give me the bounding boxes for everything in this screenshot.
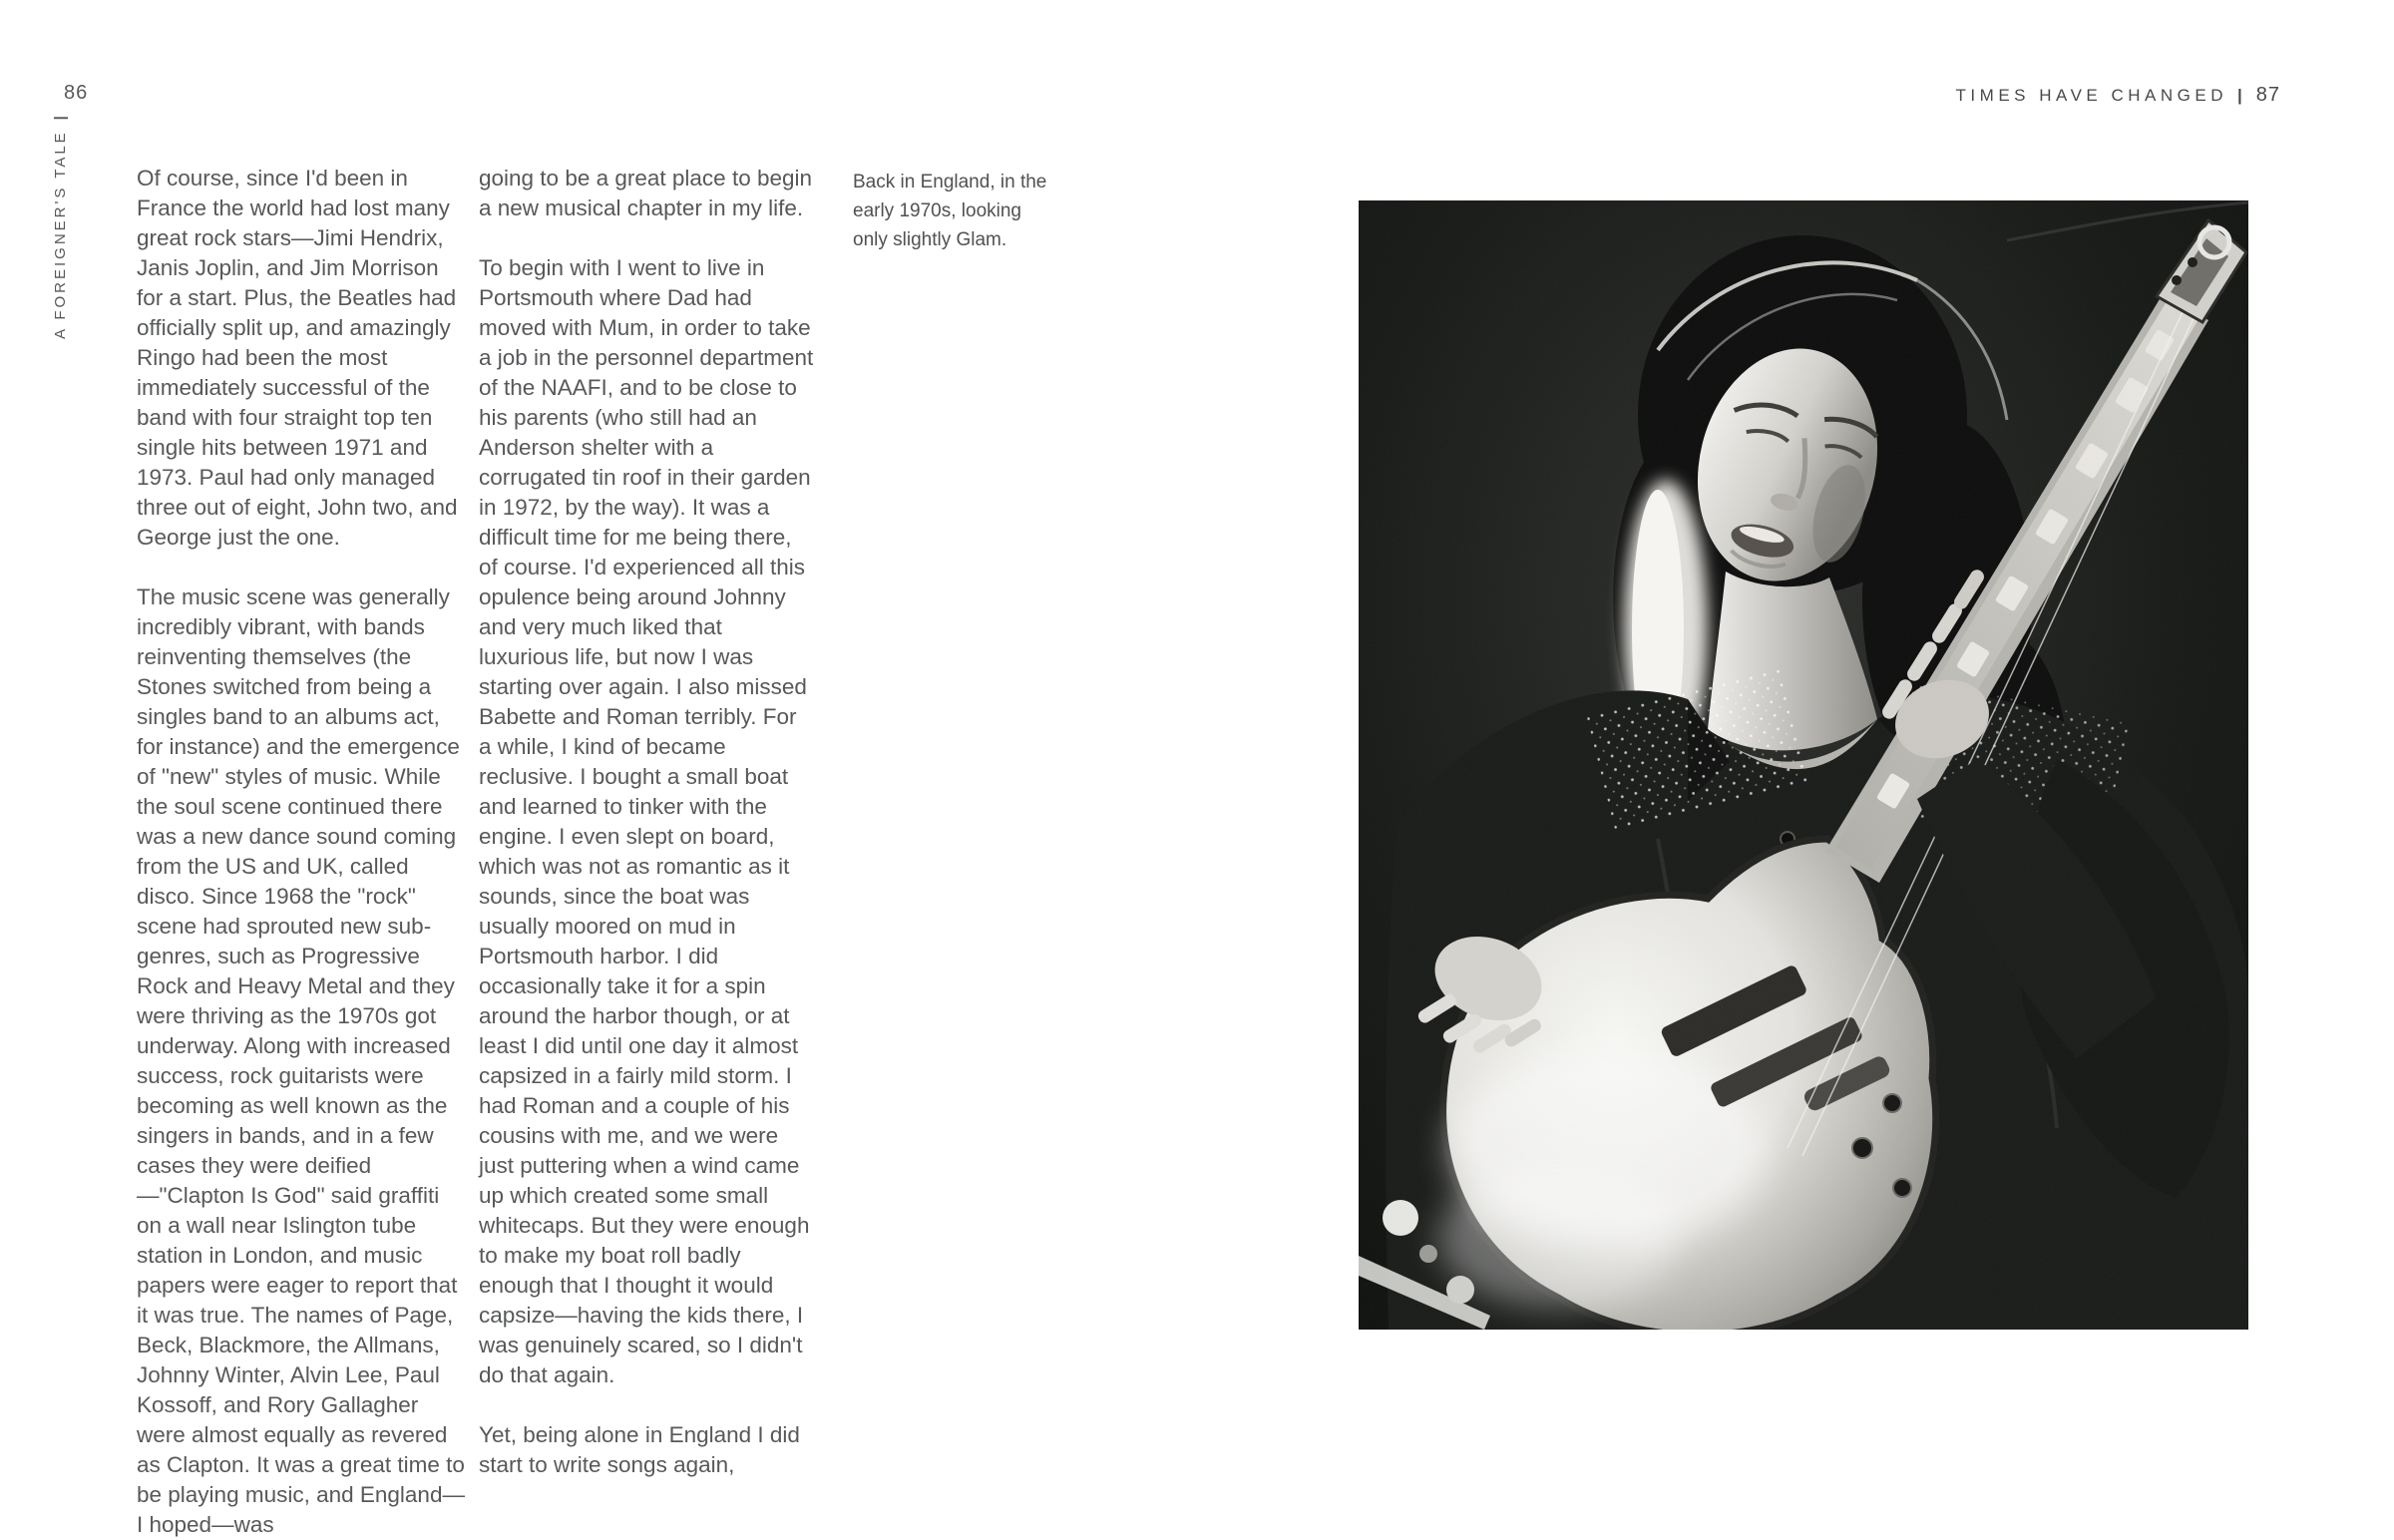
guitarist-photo — [1359, 200, 2248, 1330]
sidebar-chapter-title — [52, 113, 69, 339]
guitarist-photo-art — [1359, 200, 2248, 1330]
left-page-number: 86 — [64, 82, 89, 104]
sidebar-separator: | — [52, 113, 69, 121]
paragraph: To begin with I went to live in Portsmouth where Dad had moved with Mum, in order to take a job in the personnel department of the NAAFI, and to be close to his parents (who still had an Anderson shelter with a corrugated tin roof in their garden in 1972, by the way). It was a difficult time for me being there, of course. I'd experienced all this opulence being around Johnny and very much liked that luxurious life, but now I was starting over again. I also missed Babette and Roman terribly. For a while, I kind of became reclusive. I bought a small boat and learned to tinker with the engine. I even slept on board, which was not as romantic as it sounds, since the boat was usually moored on mud in Portsmouth harbor. I did occasionally take it for a spin around the harbor though, or at least I did until one day it almost capsized in a fairly mild storm. I had Roman and a couple of his cousins with me, and we were just puttering when a wind came up which created some small whitecaps. But they were enough to make my boat roll badly enough that I thought it would capsize—having the kids there, I was genuinely scared, so I didn't do that again. — [479, 255, 814, 1387]
text-column-1 — [137, 164, 468, 1540]
photo-caption — [853, 168, 1102, 254]
chapter-title: TIMES HAVE CHANGED — [1955, 86, 2227, 105]
paragraph: The music scene was generally incredibly vibrant, with bands reinventing themselves (the Stones switched from being a singles band to an albums act, for instance) and the emergence of "new" styles of music. While the soul scene continued there was a new dance sound coming from the US and UK, called disco. Since 1968 the "rock" scene had sprouted new sub-genres, such as Progressive Rock and Heavy Metal and they were thriving as the 1970s got underway. Along with increased success, rock guitarists were becoming as well known as the singers in bands, and in a few cases they were deified—"Clapton Is God" said graffiti on a wall near Islington tube station in London, and music papers were eager to report that it was true. The names of Page, Beck, Blackmore, the Allmans, Johnny Winter, Alvin Lee, Paul Kossoff, and Rory Gallagher were almost equally as revered as Clapton. It was a great time to be playing music, and England—I hoped—was — [137, 584, 465, 1537]
header-separator: | — [2236, 86, 2242, 105]
paragraph: only slightly Glam. — [853, 229, 1007, 250]
right-page-number: 87 — [2255, 84, 2280, 106]
film-grain — [1359, 200, 2248, 1330]
paragraph: Of course, since I'd been in France the world had lost many great rock stars—Jimi Hendrix, Janis Joplin, and Jim Morrison for a start. Plus, the Beatles had officially split up, and amazingly Ringo had been the most immediately successful of the band with four straight top ten single hits between 1971 and 1973. Paul had only managed three out of eight, John two, and George just the one. — [137, 166, 458, 550]
right-page-header — [1956, 84, 2280, 107]
paragraph: early 1970s, looking — [853, 200, 1021, 221]
paragraph: Yet, being alone in England I did start to write songs again, — [479, 1422, 800, 1477]
paragraph: Back in England, in the — [853, 172, 1047, 192]
text-column-2 — [479, 164, 814, 1480]
sidebar-title-text: A FOREIGNER'S TALE — [52, 130, 69, 339]
paragraph: going to be a great place to begin a new musical chapter in my life. — [479, 166, 813, 220]
